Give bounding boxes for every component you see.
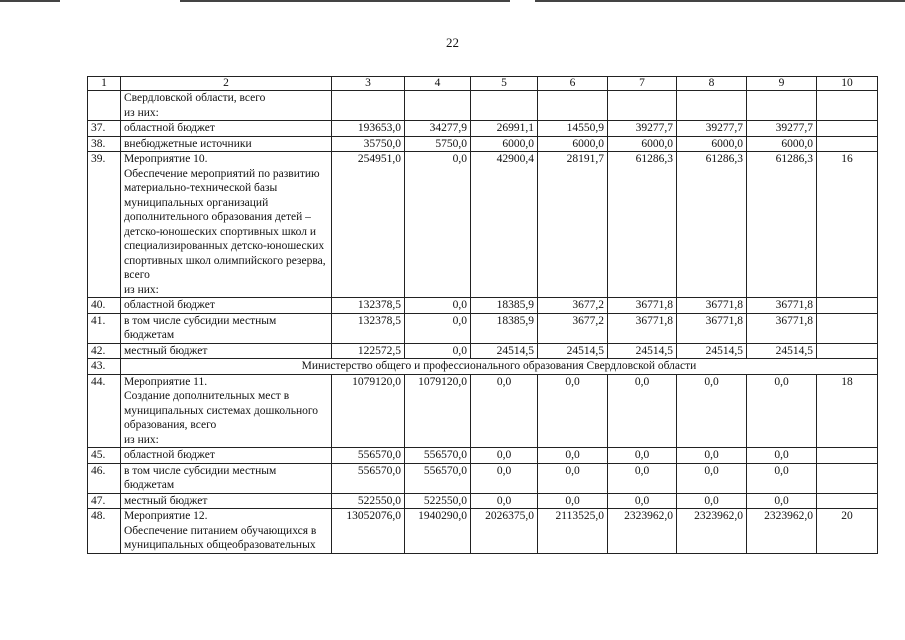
value-cell: 132378,5 (332, 298, 405, 314)
value-cell: 2323962,0 (747, 509, 817, 554)
value-cell: 6000,0 (747, 136, 817, 152)
table-row (88, 91, 878, 121)
value-cell: 0,0 (677, 374, 747, 448)
table-row (88, 509, 878, 554)
value-cell: 556570,0 (332, 463, 405, 493)
row-number: 48. (88, 509, 121, 554)
target-indicator-cell (817, 121, 878, 137)
value-cell: 35750,0 (332, 136, 405, 152)
top-rule-right (535, 0, 905, 2)
value-cell (608, 91, 677, 121)
value-cell: 61286,3 (747, 152, 817, 298)
value-cell: 13052076,0 (332, 509, 405, 554)
value-cell: 0,0 (608, 493, 677, 509)
row-description: Мероприятие 11. Создание дополнительных мест в муниципальных системах дошкольного образования, всего из них: (121, 374, 332, 448)
target-indicator-cell (817, 313, 878, 343)
value-cell: 0,0 (747, 493, 817, 509)
table-row (88, 313, 878, 343)
value-cell: 26991,1 (471, 121, 538, 137)
value-cell: 34277,9 (405, 121, 471, 137)
value-cell: 39277,7 (608, 121, 677, 137)
row-number (88, 91, 121, 121)
value-cell: 6000,0 (608, 136, 677, 152)
column-header: 2 (121, 77, 332, 91)
value-cell: 0,0 (405, 298, 471, 314)
table-row (88, 374, 878, 448)
value-cell: 28191,7 (538, 152, 608, 298)
row-description: областной бюджет (121, 298, 332, 314)
value-cell: 0,0 (677, 448, 747, 464)
value-cell: 36771,8 (747, 298, 817, 314)
target-indicator-cell: 20 (817, 509, 878, 554)
value-cell: 14550,9 (538, 121, 608, 137)
value-cell: 2113525,0 (538, 509, 608, 554)
value-cell: 24514,5 (677, 343, 747, 359)
value-cell: 0,0 (608, 448, 677, 464)
value-cell: 24514,5 (538, 343, 608, 359)
column-header: 4 (405, 77, 471, 91)
column-header: 3 (332, 77, 405, 91)
value-cell: 0,0 (471, 463, 538, 493)
column-header: 8 (677, 77, 747, 91)
value-cell: 6000,0 (677, 136, 747, 152)
column-header: 9 (747, 77, 817, 91)
row-number: 41. (88, 313, 121, 343)
value-cell: 2323962,0 (677, 509, 747, 554)
value-cell: 39277,7 (747, 121, 817, 137)
value-cell: 3677,2 (538, 298, 608, 314)
value-cell: 1079120,0 (405, 374, 471, 448)
target-indicator-cell: 16 (817, 152, 878, 298)
value-cell: 18385,9 (471, 313, 538, 343)
column-header: 7 (608, 77, 677, 91)
row-number: 42. (88, 343, 121, 359)
value-cell: 36771,8 (747, 313, 817, 343)
value-cell (471, 91, 538, 121)
row-description: в том числе субсидии местным бюджетам (121, 313, 332, 343)
value-cell: 0,0 (747, 374, 817, 448)
value-cell: 556570,0 (332, 448, 405, 464)
value-cell: 24514,5 (747, 343, 817, 359)
row-number: 37. (88, 121, 121, 137)
value-cell: 42900,4 (471, 152, 538, 298)
value-cell: 193653,0 (332, 121, 405, 137)
row-description: Мероприятие 12. Обеспечение питанием обучающихся в муниципальных общеобразовательных (121, 509, 332, 554)
value-cell: 0,0 (538, 448, 608, 464)
value-cell: 2026375,0 (471, 509, 538, 554)
row-number: 46. (88, 463, 121, 493)
value-cell: 6000,0 (538, 136, 608, 152)
budget-table (87, 76, 878, 554)
page-number: 22 (446, 35, 459, 50)
target-indicator-cell (817, 343, 878, 359)
row-description: областной бюджет (121, 448, 332, 464)
row-description: Свердловской области, всего из них: (121, 91, 332, 121)
target-indicator-cell (817, 298, 878, 314)
column-header: 5 (471, 77, 538, 91)
value-cell: 6000,0 (471, 136, 538, 152)
table-row (88, 359, 878, 375)
value-cell: 1079120,0 (332, 374, 405, 448)
value-cell (747, 91, 817, 121)
value-cell: 522550,0 (332, 493, 405, 509)
row-description: областной бюджет (121, 121, 332, 137)
target-indicator-cell (817, 91, 878, 121)
value-cell: 0,0 (471, 374, 538, 448)
row-number: 40. (88, 298, 121, 314)
row-description: в том числе субсидии местным бюджетам (121, 463, 332, 493)
table-row (88, 448, 878, 464)
value-cell: 0,0 (405, 152, 471, 298)
value-cell: 0,0 (747, 463, 817, 493)
target-indicator-cell (817, 493, 878, 509)
value-cell: 24514,5 (608, 343, 677, 359)
value-cell: 24514,5 (471, 343, 538, 359)
value-cell: 522550,0 (405, 493, 471, 509)
value-cell: 39277,7 (677, 121, 747, 137)
value-cell: 36771,8 (608, 298, 677, 314)
value-cell: 254951,0 (332, 152, 405, 298)
row-number: 44. (88, 374, 121, 448)
row-description: внебюджетные источники (121, 136, 332, 152)
table-row (88, 493, 878, 509)
value-cell: 556570,0 (405, 463, 471, 493)
value-cell: 0,0 (538, 463, 608, 493)
value-cell: 61286,3 (677, 152, 747, 298)
target-indicator-cell (817, 136, 878, 152)
value-cell: 2323962,0 (608, 509, 677, 554)
value-cell: 0,0 (608, 463, 677, 493)
value-cell: 5750,0 (405, 136, 471, 152)
table-header-row (88, 77, 878, 91)
value-cell: 0,0 (538, 374, 608, 448)
value-cell: 36771,8 (608, 313, 677, 343)
value-cell: 36771,8 (677, 313, 747, 343)
table-row (88, 121, 878, 137)
value-cell: 1940290,0 (405, 509, 471, 554)
row-number: 38. (88, 136, 121, 152)
column-header: 1 (88, 77, 121, 91)
row-number: 45. (88, 448, 121, 464)
top-rule-left (0, 0, 60, 2)
value-cell: 0,0 (471, 448, 538, 464)
column-header: 10 (817, 77, 878, 91)
table-row (88, 136, 878, 152)
value-cell: 0,0 (677, 463, 747, 493)
value-cell: 36771,8 (677, 298, 747, 314)
row-description: Мероприятие 10. Обеспечение мероприятий по развитию материально-технической базы муниципальных организаций дополнительного образования детей – детско-юношеских спортивных школ и специализированных детско-юношеских спортивных школ олимпийского резерва, всего из них: (121, 152, 332, 298)
table-row (88, 152, 878, 298)
value-cell: 0,0 (608, 374, 677, 448)
value-cell (332, 91, 405, 121)
target-indicator-cell (817, 463, 878, 493)
row-number: 47. (88, 493, 121, 509)
table-row (88, 463, 878, 493)
value-cell (538, 91, 608, 121)
value-cell: 0,0 (405, 343, 471, 359)
table-row (88, 343, 878, 359)
value-cell: 3677,2 (538, 313, 608, 343)
table-row (88, 298, 878, 314)
value-cell: 61286,3 (608, 152, 677, 298)
value-cell: 0,0 (747, 448, 817, 464)
value-cell (677, 91, 747, 121)
top-rule-center (180, 0, 510, 2)
row-number: 43. (88, 359, 121, 375)
section-heading-cell: Министерство общего и профессионального образования Свердловской области (121, 359, 878, 375)
table-body (88, 91, 878, 554)
value-cell: 0,0 (471, 493, 538, 509)
value-cell: 132378,5 (332, 313, 405, 343)
target-indicator-cell: 18 (817, 374, 878, 448)
row-description: местный бюджет (121, 343, 332, 359)
row-number: 39. (88, 152, 121, 298)
value-cell: 18385,9 (471, 298, 538, 314)
value-cell: 0,0 (677, 493, 747, 509)
value-cell (405, 91, 471, 121)
value-cell: 0,0 (405, 313, 471, 343)
value-cell: 122572,5 (332, 343, 405, 359)
value-cell: 556570,0 (405, 448, 471, 464)
value-cell: 0,0 (538, 493, 608, 509)
column-header: 6 (538, 77, 608, 91)
row-description: местный бюджет (121, 493, 332, 509)
target-indicator-cell (817, 448, 878, 464)
